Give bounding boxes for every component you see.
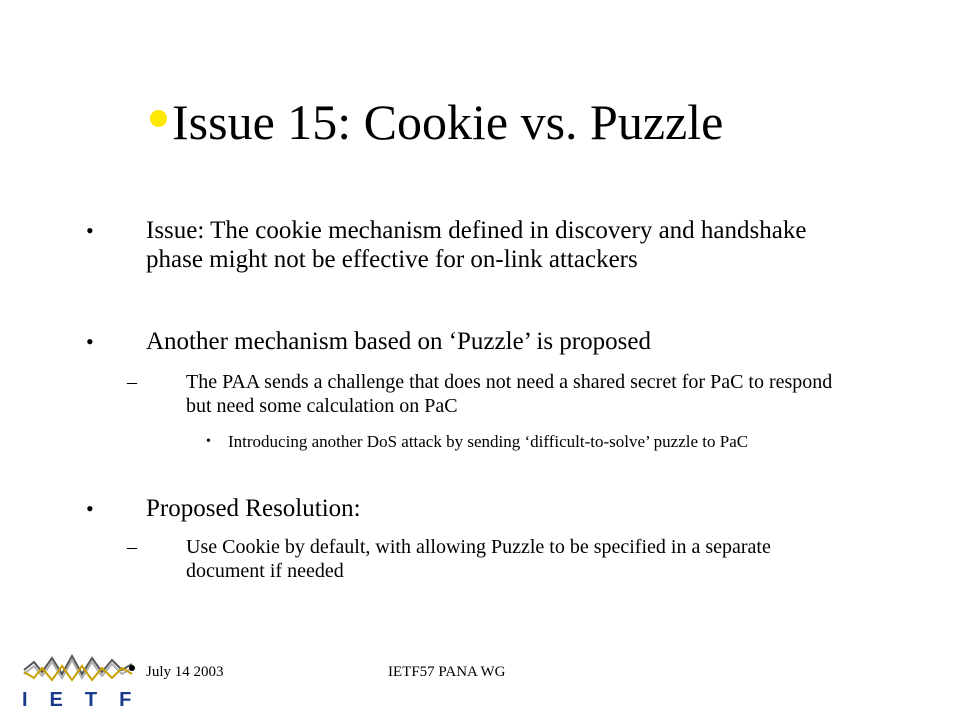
logo-wave-icon: [24, 656, 135, 680]
title-bullet-icon: [150, 110, 167, 127]
ietf-logo: [20, 648, 154, 711]
bullet-text: Issue: The cookie mechanism defined in discovery and handshake phase might not be effective for on-link attackers: [146, 217, 807, 273]
bullet-text: Another mechanism based on ‘Puzzle’ is proposed: [146, 328, 651, 355]
bullet-marker: •: [86, 496, 94, 521]
subbullet-text: Use Cookie by default, with allowing Puzzle to be specified in a separate document if needed: [186, 536, 771, 582]
footer-date: July 14 2003: [146, 664, 224, 680]
logo-letters: IETF: [22, 689, 154, 711]
subbullet-text: The PAA sends a challenge that does not need a shared secret for PaC to respond but need some calculation on PaC: [186, 371, 833, 417]
bullet-text: Proposed Resolution:: [146, 495, 361, 522]
bullet-marker: •: [206, 434, 211, 449]
slide-title: Issue 15: Cookie vs. Puzzle: [172, 94, 724, 150]
dash-marker: –: [127, 536, 137, 558]
bullet-marker: •: [86, 218, 94, 243]
dash-marker: –: [127, 371, 137, 393]
bullet-marker: •: [86, 329, 94, 354]
subsubbullet-text: Introducing another DoS attack by sending ‘difficult-to-solve’ puzzle to PaC: [228, 432, 749, 451]
footer-event: IETF57 PANA WG: [388, 664, 506, 680]
